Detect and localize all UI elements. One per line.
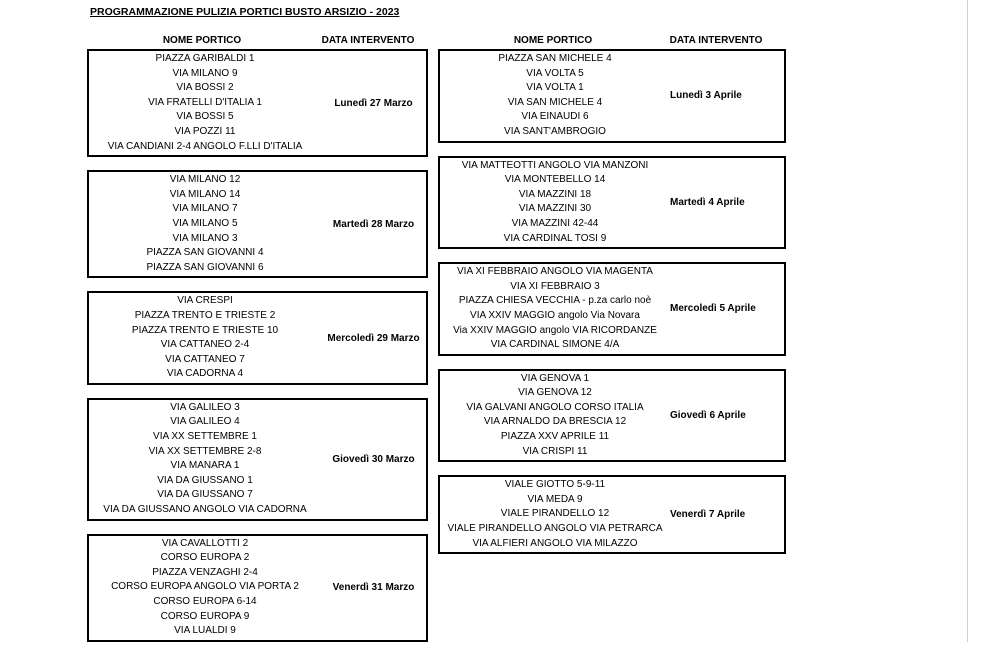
- portico-name: VIA EINAUDI 6: [521, 111, 589, 123]
- portico-name: VIA CADORNA 4: [166, 368, 244, 380]
- portico-name: Via XXIV MAGGIO angolo VIA RICORDANZE: [453, 324, 657, 336]
- portico-name: VIA FRATELLI D'ITALIA 1: [148, 96, 262, 108]
- portico-name: VIA MATTEOTTI ANGOLO VIA MANZONI: [461, 159, 649, 171]
- portico-list: [89, 293, 321, 383]
- portico-name: VIA MONTEBELLO 14: [504, 174, 606, 186]
- portico-list: [440, 264, 670, 354]
- portico-name: VIA GENOVA 1: [520, 372, 590, 384]
- portico-name: VIA ARNALDO DA BRESCIA 12: [483, 416, 627, 428]
- schedule-group: [438, 262, 786, 356]
- portico-name: PIAZZA VENZAGHI 2-4: [152, 566, 258, 578]
- portico-name: PIAZZA TRENTO E TRIESTE 2: [134, 309, 276, 321]
- intervention-date: Mercoledì 5 Aprile: [670, 303, 756, 315]
- schedule-group: [87, 534, 428, 642]
- schedule-column-left: [87, 35, 428, 655]
- right-groups: [438, 49, 786, 554]
- schedule-group: [87, 291, 428, 385]
- portico-name: VIA XX SETTEMBRE 1: [153, 431, 257, 443]
- portico-name: VIA MILANO 3: [172, 232, 238, 244]
- intervention-date: Mercoledì 29 Marzo: [327, 332, 420, 344]
- intervention-date: Giovedì 30 Marzo: [332, 453, 415, 465]
- header-name: NOME PORTICO: [513, 35, 593, 46]
- column-header: [438, 35, 786, 49]
- portico-name: VIA MEDA 9: [527, 493, 583, 505]
- intervention-date: Venerdì 31 Marzo: [332, 582, 415, 594]
- portico-name: VIA POZZI 11: [174, 125, 236, 137]
- portico-name: VIA DA GIUSSANO ANGOLO VIA CADORNA: [103, 504, 307, 516]
- portico-name: VIA CRESPI: [177, 295, 233, 307]
- portico-list: [440, 51, 670, 141]
- portico-list: [89, 51, 321, 155]
- schedule-group: [87, 398, 428, 521]
- portico-name: VIA DA GIUSSANO 7: [157, 489, 253, 501]
- intervention-date: Martedì 28 Marzo: [332, 218, 415, 230]
- portico-list: [89, 400, 321, 519]
- portico-name: PIAZZA SAN GIOVANNI 6: [146, 261, 264, 273]
- portico-name: VIA SAN MICHELE 4: [507, 96, 603, 108]
- intervention-date: Martedì 4 Aprile: [670, 196, 745, 208]
- header-date: DATA INTERVENTO: [669, 35, 763, 46]
- intervention-date: Lunedì 27 Marzo: [334, 97, 413, 109]
- column-header: [87, 35, 428, 49]
- portico-name: VIALE PIRANDELLO 12: [500, 508, 610, 520]
- portico-name: VIA MILANO 5: [172, 217, 238, 229]
- portico-name: VIA MANARA 1: [170, 460, 240, 472]
- intervention-date: Lunedì 3 Aprile: [670, 90, 742, 102]
- portico-name: VIA CATTANEO 7: [165, 353, 245, 365]
- intervention-date: Giovedì 6 Aprile: [670, 409, 746, 421]
- portico-name: VIA CARDINAL SIMONE 4/A: [490, 339, 620, 351]
- portico-name: VIA XI FEBBRAIO ANGOLO VIA MAGENTA: [457, 266, 653, 278]
- schedule-group: [438, 475, 786, 554]
- portico-name: PIAZZA GARIBALDI 1: [155, 53, 255, 64]
- page-edge: [967, 0, 968, 642]
- schedule-group: [438, 49, 786, 143]
- portico-list: [89, 536, 321, 640]
- portico-name: VIA BOSSI 5: [176, 111, 234, 123]
- schedule-group: [87, 49, 428, 157]
- portico-name: VIA GALILEO 3: [170, 401, 240, 413]
- portico-list: [440, 477, 670, 552]
- portico-name: PIAZZA SAN MICHELE 4: [498, 53, 612, 64]
- portico-name: PIAZZA XXV APRILE 11: [500, 431, 610, 443]
- portico-name: VIA MILANO 9: [172, 67, 238, 79]
- portico-name: VIALE PIRANDELLO ANGOLO VIA PETRARCA: [447, 523, 663, 535]
- header-name: NOME PORTICO: [162, 35, 242, 46]
- portico-name: VIA CARDINAL TOSI 9: [503, 232, 607, 244]
- portico-name: VIA MAZZINI 30: [518, 203, 592, 215]
- portico-name: VIA DA GIUSSANO 1: [157, 474, 253, 486]
- portico-name: VIA BOSSI 2: [176, 82, 234, 94]
- portico-name: VIA MILANO 12: [169, 174, 241, 186]
- portico-name: VIA MILANO 7: [172, 203, 238, 215]
- portico-list: [440, 158, 670, 248]
- portico-name: PIAZZA TRENTO E TRIESTE 10: [131, 324, 279, 336]
- portico-list: [440, 371, 670, 461]
- header-date: DATA INTERVENTO: [321, 35, 415, 46]
- portico-name: CORSO EUROPA 2: [160, 552, 250, 564]
- portico-name: VIA LUALDI 9: [174, 625, 236, 637]
- portico-name: VIA VOLTA 1: [526, 82, 584, 94]
- portico-name: VIA VOLTA 5: [526, 67, 584, 79]
- portico-name: VIA XX SETTEMBRE 2-8: [148, 445, 262, 457]
- portico-name: VIA MAZZINI 18: [518, 188, 592, 200]
- portico-name: PIAZZA SAN GIOVANNI 4: [146, 247, 264, 259]
- portico-name: VIA XXIV MAGGIO angolo Via Novara: [470, 309, 640, 321]
- portico-name: VIA MILANO 14: [169, 188, 241, 200]
- portico-name: PIAZZA CHIESA VECCHIA - p.za carlo noè: [458, 295, 652, 307]
- portico-name: VIA ALFIERI ANGOLO VIA MILAZZO: [472, 537, 638, 549]
- portico-name: VIA GALILEO 4: [170, 416, 240, 428]
- portico-name: VIA CRISPI 11: [522, 445, 588, 457]
- portico-name: CORSO EUROPA 6-14: [153, 596, 257, 607]
- portico-name: CORSO EUROPA ANGOLO VIA PORTA 2: [111, 581, 299, 593]
- intervention-date: Venerdì 7 Aprile: [670, 509, 746, 521]
- portico-name: VIALE GIOTTO 5-9-11: [504, 479, 606, 491]
- schedule-group: [87, 170, 428, 278]
- page-title: PROGRAMMAZIONE PULIZIA PORTICI BUSTO ARSIZIO - 2023: [90, 6, 400, 18]
- portico-name: VIA CANDIANI 2-4 ANGOLO F.LLI D'ITALIA: [107, 140, 303, 152]
- portico-list: [89, 172, 321, 276]
- portico-name: VIA MAZZINI 42-44: [511, 217, 599, 229]
- left-groups: [87, 49, 428, 642]
- portico-name: VIA CATTANEO 2-4: [160, 339, 250, 351]
- portico-name: VIA XI FEBBRAIO 3: [510, 280, 600, 292]
- portico-name: VIA GENOVA 12: [518, 387, 592, 399]
- schedule-group: [438, 369, 786, 463]
- portico-name: VIA CAVALLOTTI 2: [161, 537, 249, 549]
- schedule-column-right: [438, 35, 786, 567]
- portico-name: VIA SANT'AMBROGIO: [504, 125, 606, 137]
- schedule-group: [438, 156, 786, 250]
- portico-name: CORSO EUROPA 9: [160, 610, 250, 622]
- portico-name: VIA GALVANI ANGOLO CORSO ITALIA: [466, 401, 644, 413]
